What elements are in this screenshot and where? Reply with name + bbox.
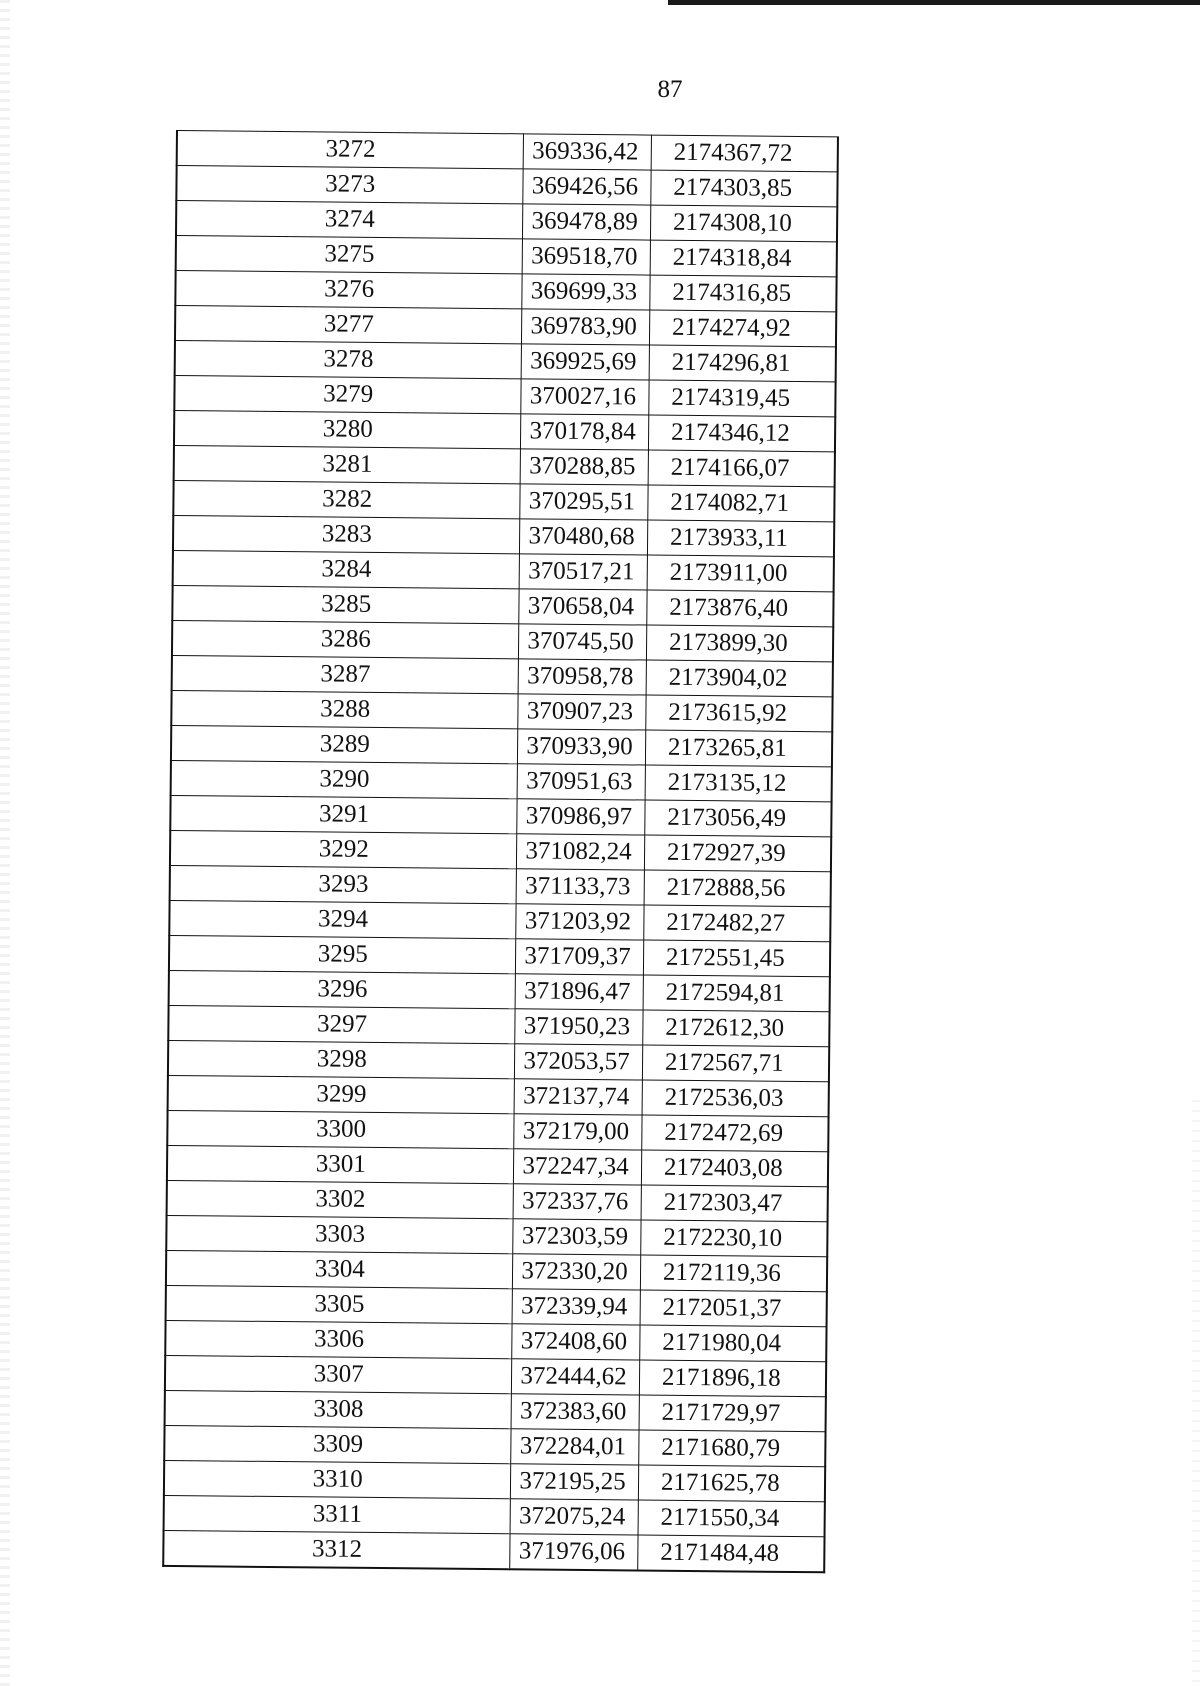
point-number-cell: 3299 xyxy=(168,1075,515,1113)
y-coordinate-cell: 2174319,45 xyxy=(649,380,836,417)
x-coordinate-cell: 372075,24 xyxy=(510,1499,638,1535)
x-coordinate-cell: 372179,00 xyxy=(514,1114,642,1150)
x-coordinate-cell: 372408,60 xyxy=(512,1324,640,1360)
x-coordinate-cell: 371950,23 xyxy=(515,1009,643,1045)
coordinates-table xyxy=(162,130,839,1573)
y-coordinate-cell: 2173135,12 xyxy=(645,765,832,802)
x-coordinate-cell: 371203,92 xyxy=(516,904,644,940)
point-number-cell: 3289 xyxy=(171,725,518,763)
point-number-cell: 3281 xyxy=(174,445,521,483)
point-number-cell: 3309 xyxy=(164,1425,511,1463)
y-coordinate-cell: 2174082,71 xyxy=(648,485,835,522)
top-border-rule xyxy=(668,0,1200,5)
point-number-cell: 3277 xyxy=(175,306,522,344)
x-coordinate-cell: 371896,47 xyxy=(515,974,643,1010)
x-coordinate-cell: 370658,04 xyxy=(519,589,647,625)
x-coordinate-cell: 369783,90 xyxy=(522,309,650,345)
y-coordinate-cell: 2173056,49 xyxy=(645,800,832,837)
y-coordinate-cell: 2174296,81 xyxy=(649,345,836,382)
x-coordinate-cell: 370178,84 xyxy=(521,414,649,450)
x-coordinate-cell: 370745,50 xyxy=(519,624,647,660)
y-coordinate-cell: 2173876,40 xyxy=(647,590,834,627)
x-coordinate-cell: 370480,68 xyxy=(520,519,648,555)
x-coordinate-cell: 371082,24 xyxy=(517,834,645,870)
point-number-cell: 3284 xyxy=(173,550,520,588)
y-coordinate-cell: 2173899,30 xyxy=(646,625,833,662)
y-coordinate-cell: 2172119,36 xyxy=(640,1255,827,1292)
y-coordinate-cell: 2172230,10 xyxy=(641,1220,828,1257)
x-coordinate-cell: 372337,76 xyxy=(513,1184,641,1220)
x-coordinate-cell: 372284,01 xyxy=(511,1429,639,1465)
x-coordinate-cell: 370295,51 xyxy=(520,484,648,520)
point-number-cell: 3305 xyxy=(166,1285,513,1323)
point-number-cell: 3286 xyxy=(172,620,519,658)
table-row xyxy=(163,1530,824,1572)
x-coordinate-cell: 369518,70 xyxy=(523,239,651,275)
y-coordinate-cell: 2173904,02 xyxy=(646,660,833,697)
x-coordinate-cell: 372137,74 xyxy=(514,1079,642,1115)
x-coordinate-cell: 369336,42 xyxy=(524,134,652,170)
point-number-cell: 3275 xyxy=(176,236,523,274)
x-coordinate-cell: 372053,57 xyxy=(515,1044,643,1080)
point-number-cell: 3282 xyxy=(173,480,520,518)
x-coordinate-cell: 370517,21 xyxy=(520,554,648,590)
y-coordinate-cell: 2174367,72 xyxy=(651,135,838,172)
y-coordinate-cell: 2172303,47 xyxy=(641,1185,828,1222)
x-coordinate-cell: 372195,25 xyxy=(511,1464,639,1500)
x-coordinate-cell: 369426,56 xyxy=(523,169,651,205)
point-number-cell: 3301 xyxy=(167,1145,514,1183)
point-number-cell: 3298 xyxy=(168,1040,515,1078)
y-coordinate-cell: 2172551,45 xyxy=(643,940,830,977)
point-number-cell: 3307 xyxy=(165,1355,512,1393)
x-coordinate-cell: 371709,37 xyxy=(516,939,644,975)
y-coordinate-cell: 2171484,48 xyxy=(638,1535,825,1572)
scan-edge-right xyxy=(1192,1100,1200,1686)
x-coordinate-cell: 370907,23 xyxy=(518,694,646,730)
x-coordinate-cell: 369699,33 xyxy=(522,274,650,310)
x-coordinate-cell: 372303,59 xyxy=(513,1219,641,1255)
point-number-cell: 3303 xyxy=(166,1215,513,1253)
y-coordinate-cell: 2172612,30 xyxy=(643,1010,830,1047)
x-coordinate-cell: 371976,06 xyxy=(510,1534,638,1571)
x-coordinate-cell: 370958,78 xyxy=(518,659,646,695)
y-coordinate-cell: 2171680,79 xyxy=(639,1430,826,1467)
y-coordinate-cell: 2173615,92 xyxy=(646,695,833,732)
point-number-cell: 3274 xyxy=(176,201,523,239)
y-coordinate-cell: 2174303,85 xyxy=(651,170,838,207)
point-number-cell: 3291 xyxy=(170,795,517,833)
point-number-cell: 3276 xyxy=(175,271,522,309)
y-coordinate-cell: 2174316,85 xyxy=(650,275,837,312)
y-coordinate-cell: 2174346,12 xyxy=(648,415,835,452)
y-coordinate-cell: 2174318,84 xyxy=(650,240,837,277)
point-number-cell: 3292 xyxy=(170,830,517,868)
y-coordinate-cell: 2174166,07 xyxy=(648,450,835,487)
y-coordinate-cell: 2173265,81 xyxy=(645,730,832,767)
y-coordinate-cell: 2172594,81 xyxy=(643,975,830,1012)
point-number-cell: 3272 xyxy=(177,131,524,169)
x-coordinate-cell: 371133,73 xyxy=(516,869,644,905)
y-coordinate-cell: 2172051,37 xyxy=(640,1290,827,1327)
y-coordinate-cell: 2173933,11 xyxy=(647,520,834,557)
point-number-cell: 3308 xyxy=(165,1390,512,1428)
scan-edge-left xyxy=(0,0,10,1686)
y-coordinate-cell: 2171980,04 xyxy=(640,1325,827,1362)
x-coordinate-cell: 370951,63 xyxy=(517,764,645,800)
page-number: 87 xyxy=(657,76,683,103)
x-coordinate-cell: 369478,89 xyxy=(523,204,651,240)
y-coordinate-cell: 2172567,71 xyxy=(642,1045,829,1082)
x-coordinate-cell: 370933,90 xyxy=(518,729,646,765)
point-number-cell: 3285 xyxy=(172,585,519,623)
point-number-cell: 3312 xyxy=(163,1530,510,1569)
x-coordinate-cell: 372383,60 xyxy=(511,1394,639,1430)
y-coordinate-cell: 2171729,97 xyxy=(639,1395,826,1432)
y-coordinate-cell: 2172888,56 xyxy=(644,870,831,907)
y-coordinate-cell: 2173911,00 xyxy=(647,555,834,592)
y-coordinate-cell: 2174308,10 xyxy=(650,205,837,242)
y-coordinate-cell: 2171896,18 xyxy=(639,1360,826,1397)
x-coordinate-cell: 370986,97 xyxy=(517,799,645,835)
point-number-cell: 3287 xyxy=(172,655,519,693)
x-coordinate-cell: 372330,20 xyxy=(513,1254,641,1290)
y-coordinate-cell: 2172536,03 xyxy=(642,1080,829,1117)
point-number-cell: 3294 xyxy=(169,900,516,938)
y-coordinate-cell: 2174274,92 xyxy=(649,310,836,347)
x-coordinate-cell: 370288,85 xyxy=(521,449,649,485)
x-coordinate-cell: 372247,34 xyxy=(514,1149,642,1185)
point-number-cell: 3290 xyxy=(171,760,518,798)
y-coordinate-cell: 2172472,69 xyxy=(642,1115,829,1152)
x-coordinate-cell: 369925,69 xyxy=(522,344,650,380)
point-number-cell: 3293 xyxy=(170,865,517,903)
y-coordinate-cell: 2172403,08 xyxy=(641,1150,828,1187)
y-coordinate-cell: 2172927,39 xyxy=(644,835,831,872)
y-coordinate-cell: 2172482,27 xyxy=(644,905,831,942)
point-number-cell: 3306 xyxy=(165,1320,512,1358)
x-coordinate-cell: 372339,94 xyxy=(512,1289,640,1325)
x-coordinate-cell: 370027,16 xyxy=(521,379,649,415)
point-number-cell: 3310 xyxy=(164,1460,511,1498)
point-number-cell: 3278 xyxy=(175,340,522,378)
point-number-cell: 3280 xyxy=(174,410,521,448)
y-coordinate-cell: 2171550,34 xyxy=(638,1500,825,1537)
point-number-cell: 3304 xyxy=(166,1250,513,1288)
y-coordinate-cell: 2171625,78 xyxy=(638,1465,825,1502)
point-number-cell: 3311 xyxy=(164,1495,511,1533)
point-number-cell: 3283 xyxy=(173,515,520,553)
coordinates-table-body xyxy=(163,131,838,1573)
point-number-cell: 3300 xyxy=(167,1110,514,1148)
point-number-cell: 3273 xyxy=(176,166,523,204)
point-number-cell: 3288 xyxy=(171,690,518,728)
point-number-cell: 3295 xyxy=(169,935,516,973)
point-number-cell: 3297 xyxy=(168,1005,515,1043)
x-coordinate-cell: 372444,62 xyxy=(512,1359,640,1395)
point-number-cell: 3302 xyxy=(167,1180,514,1218)
point-number-cell: 3296 xyxy=(169,970,516,1008)
point-number-cell: 3279 xyxy=(174,375,521,413)
